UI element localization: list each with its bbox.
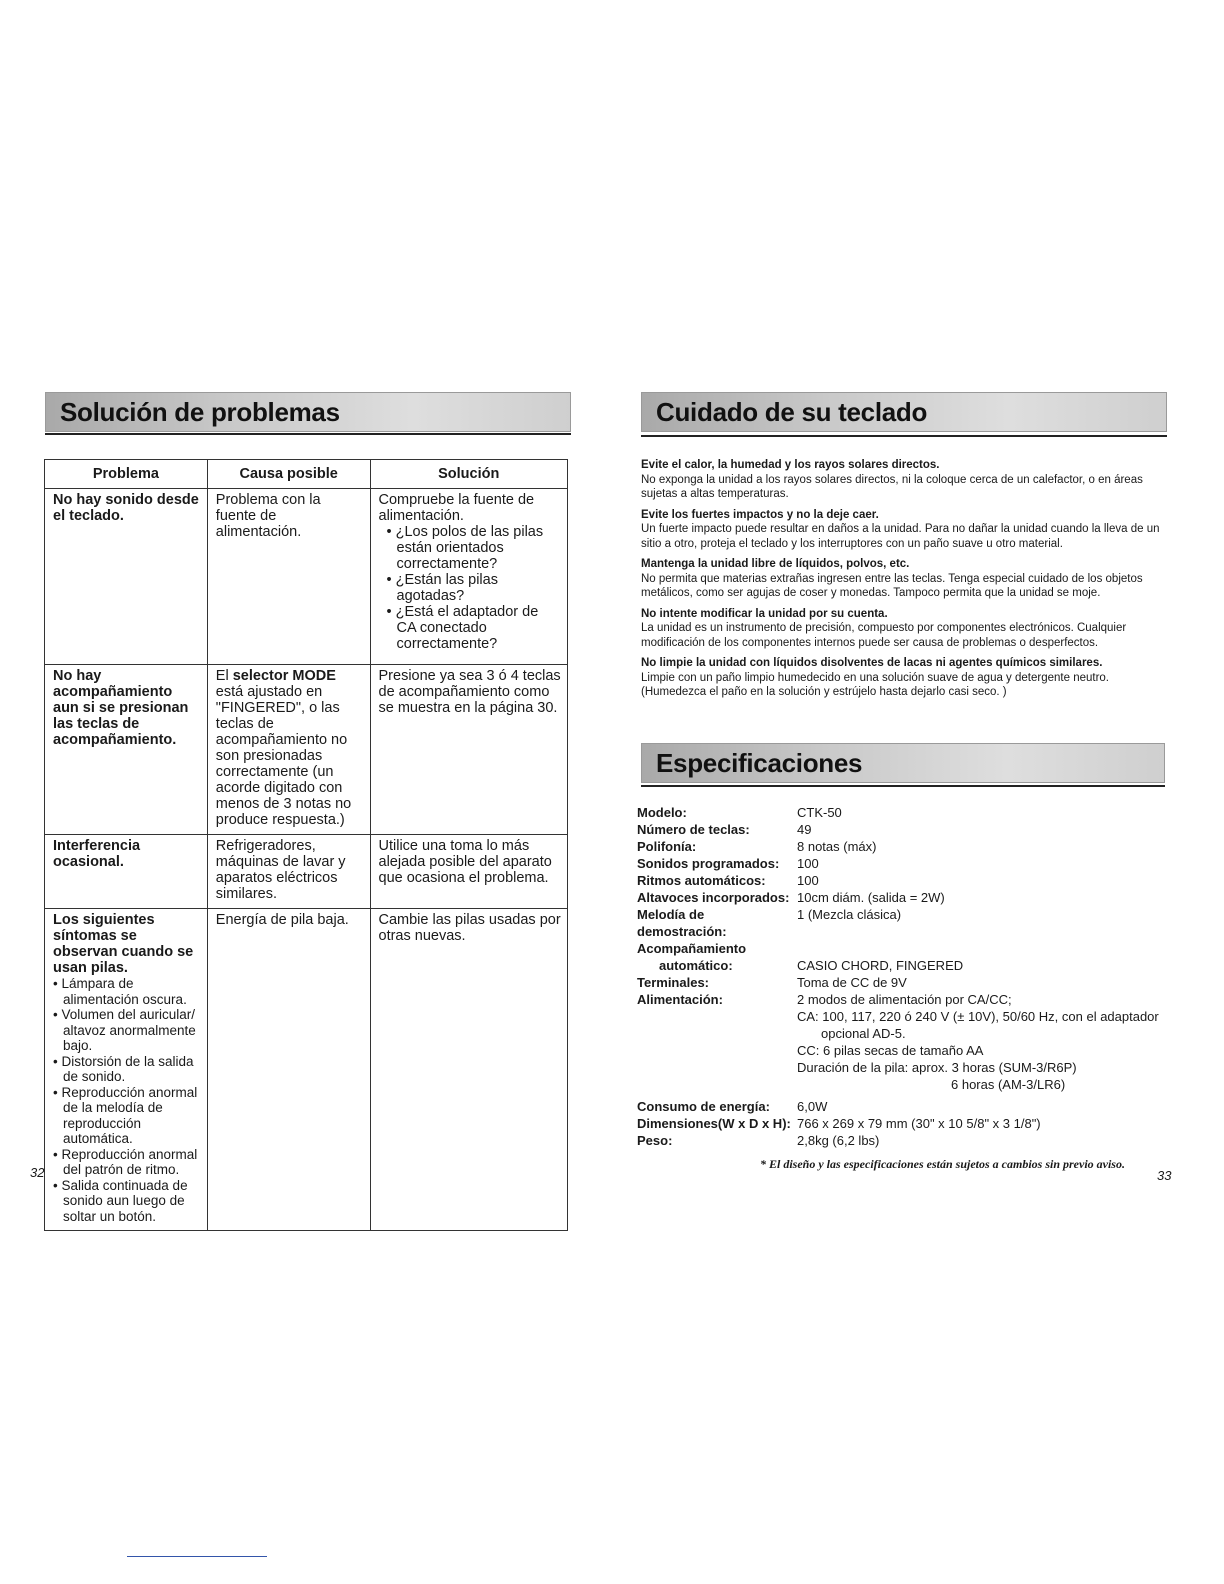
problem-bullet: • Volumen del auricular/ altavoz anormalmente bajo. [53,1007,196,1053]
problem-cell: Interferencia ocasional. [45,835,208,909]
care-item-text: No permita que materias extrañas ingresen entre las teclas. Tenga especial cuidado de los objetos metálicos, como ser agujas de coser y monedas. Tampoco permita que la unidad se moje. [641,572,1143,599]
problem-bullet: • Salida continuada de sonido aun luego de soltar un botón. [53,1177,188,1224]
specs-list [637,804,1167,1149]
spec-label: Modelo: [637,805,687,820]
solution-cell: Presione ya sea 3 ó 4 teclas de acompañamiento como se muestra en la página 30. [370,665,568,835]
care-item [641,458,1165,502]
care-item-title: Mantenga la unidad libre de líquidos, polvos, etc. [641,558,910,570]
cause-bold: selector MODE [232,668,336,684]
spec-value: CASIO CHORD, FINGERED [797,958,964,973]
spec-row [637,1098,1167,1115]
spec-value: 1 (Mezcla clásica) [797,907,902,922]
care-item-title: Evite los fuertes impactos y no la deje caer. [641,508,879,521]
care-banner [641,392,1167,432]
bottom-divider [127,1556,267,1557]
spec-label: Polifonía: [637,839,697,854]
spec-row [637,838,1167,855]
spec-line: 6 horas (AM-3/LR6) [951,1077,1066,1092]
spec-label: Altavoces incorporados: [637,890,790,905]
spec-row [637,821,1167,838]
care-title: Cuidado de su teclado [656,397,928,427]
spec-row [637,1132,1167,1149]
header-problem: Problema [45,460,208,489]
spec-row [637,1115,1167,1132]
spec-label: Acompañamiento [637,941,747,956]
spec-value: 8 notas (máx) [797,839,877,854]
cause-pre: El [215,668,233,684]
spec-line: CC: 6 pilas secas de tamaño AA [797,1043,984,1058]
care-rule [641,435,1167,437]
spec-label: Alimentación: [637,992,723,1007]
care-item-text: La unidad es un instrumento de precisión, compuesto por componentes electrónicos. Cualquier modificación de los componentes internos puede ser causa de problemas o desperfectos. [641,622,1127,649]
spec-value: 100 [797,856,819,871]
spec-label: automático: [659,958,733,973]
spec-line: Duración de la pila: aprox. 3 horas (SUM-3/R6P) [797,1060,1077,1075]
spec-label: Número de teclas: [637,822,750,837]
spec-label: Dimensiones(W x D x H): [637,1116,791,1131]
spec-row [637,855,1167,872]
table-row [45,835,568,909]
spec-label: Melodía de demostración: [637,907,727,939]
spec-line: CA: 100, 117, 220 ó 240 V (± 10V), 50/60 Hz, con el adaptador [797,1009,1159,1024]
spec-row [637,804,1167,821]
table-header-row [45,460,568,489]
spec-value [797,991,1167,1093]
page-number-left: 32 [30,1165,45,1180]
care-item [641,557,1165,601]
care-item [641,508,1165,552]
care-item-text: Un fuerte impacto puede resultar en daños a la unidad. Para no dañar la unidad cuando la lleva de un sitio a otro, proteja el teclado y los interruptores con un paño suave u otro material. [641,523,1160,550]
spec-row [637,872,1167,889]
table-row [45,665,568,835]
specs-banner [641,743,1165,783]
spec-value: CTK-50 [797,805,842,820]
table-row [45,909,568,1231]
spec-value: 49 [797,822,812,837]
cause-cell: Refrigeradores, máquinas de lavar y aparatos eléctricos similares. [207,835,370,909]
problem-bullet: • Distorsión de la salida de sonido. [53,1053,194,1084]
solution-bullet: • ¿Están las pilas agotadas? [386,572,498,604]
care-item-title: No limpie la unidad con líquidos disolventes de lacas ni agentes químicos similares. [641,657,1103,669]
spec-value: 766 x 269 x 79 mm (30" x 10 5/8" x 3 1/8") [797,1116,1041,1131]
specs-rule [641,785,1165,787]
spec-row [637,906,1167,940]
cause-post: está ajustado en "FINGERED", o las teclas de acompañamiento no son presionadas correctamente (un acorde digitado con menos de 3 notas no produce respuesta.) [215,684,352,828]
troubleshooting-table [44,459,568,1231]
spec-label: Sonidos programados: [637,856,780,871]
troubleshooting-banner [45,392,571,432]
cause-cell: Energía de pila baja. [207,909,370,1231]
problem-text: Los siguientes síntomas se observan cuando se usan pilas. [53,912,194,976]
problem-bullet: • Reproducción anormal del patrón de ritmo. [53,1146,198,1177]
problem-cell: No hay sonido desde el teclado. [45,489,208,665]
solution-cell: Utilice una toma lo más alejada posible del aparato que ocasiona el problema. [370,835,568,909]
solution-text: Compruebe la fuente de alimentación. [378,492,535,524]
spec-label: Consumo de energía: [637,1099,770,1114]
troubleshooting-rule [45,433,571,435]
spec-line: 2 modos de alimentación por CA/CC; [797,992,1012,1007]
care-section [641,458,1165,706]
problem-cell [45,909,208,1231]
spec-row [637,974,1167,991]
spec-row [637,940,1167,957]
solution-cell: Cambie las pilas usadas por otras nuevas. [370,909,568,1231]
troubleshooting-title: Solución de problemas [60,397,340,427]
cause-cell [207,665,370,835]
problem-bullet: • Lámpara de alimentación oscura. [53,976,187,1007]
spec-value: 2,8kg (6,2 lbs) [797,1133,880,1148]
care-item-text: No exponga la unidad a los rayos solares directos, ni la coloque cerca de un calefactor, o en áreas sujetas a altas temperaturas. [641,473,1143,500]
spec-row [637,957,1167,974]
spec-row [637,991,1167,1093]
page-number-right: 33 [1157,1168,1172,1183]
solution-bullet: • ¿Está el adaptador de CA conectado correctamente? [386,604,539,652]
spec-label: Terminales: [637,975,710,990]
spec-row [637,889,1167,906]
solution-bullet: • ¿Los polos de las pilas están orientados correctamente? [386,524,544,572]
care-item [641,656,1165,700]
specs-note: * El diseño y las especificaciones están sujetos a cambios sin previo aviso. [760,1157,1125,1171]
cause-cell: Problema con la fuente de alimentación. [207,489,370,665]
care-item-title: No intente modificar la unidad por su cuenta. [641,607,888,620]
spec-value: 10cm diám. (salida = 2W) [797,890,945,905]
spec-value: Toma de CC de 9V [797,975,907,990]
table-row [45,489,568,665]
spec-value: 6,0W [797,1099,828,1114]
care-item-text: Limpie con un paño limpio humedecido en una solución suave de agua y detergente neutro. (Humedezca el paño en la solución y estrújelo hasta dejarlo casi seco. ) [641,671,1109,698]
problem-cell: No hay acompañamiento aun si se presionan las teclas de acompañamiento. [45,665,208,835]
spec-label: Peso: [637,1133,673,1148]
specs-title: Especificaciones [656,748,863,778]
spec-label: Ritmos automáticos: [637,873,766,888]
solution-cell [370,489,568,665]
care-item-title: Evite el calor, la humedad y los rayos solares directos. [641,459,940,471]
spec-line: opcional AD-5. [821,1026,906,1041]
problem-bullet: • Reproducción anormal de la melodía de reproducción automática. [53,1084,198,1146]
care-item [641,607,1165,651]
spec-value: 100 [797,873,819,888]
header-cause: Causa posible [207,460,370,489]
header-solution: Solución [370,460,568,489]
